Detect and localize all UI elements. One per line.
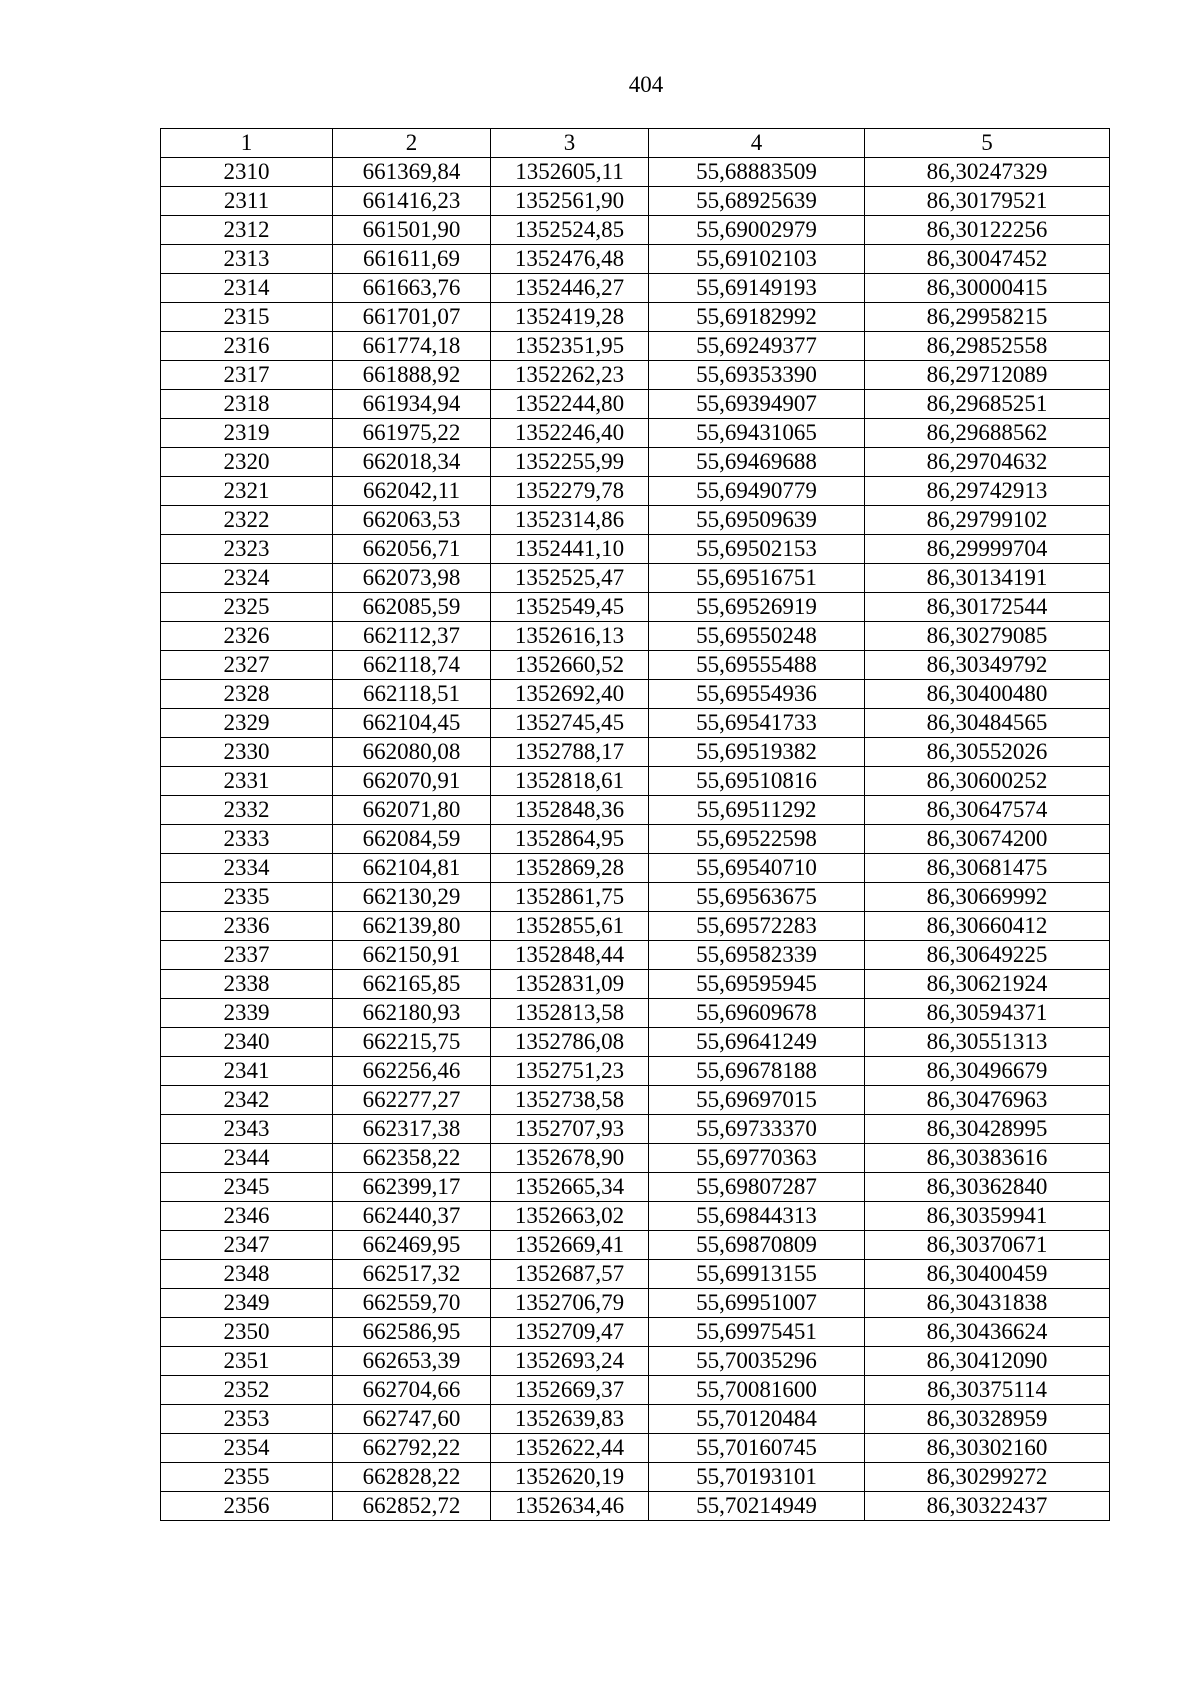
x-coordinate-cell: 662653,39 (333, 1347, 491, 1376)
table-header-row (161, 129, 1110, 158)
column-header: 2 (333, 129, 491, 158)
latitude-cell: 55,68925639 (649, 187, 865, 216)
longitude-cell: 86,30400480 (865, 680, 1110, 709)
point-number-cell: 2351 (161, 1347, 333, 1376)
point-number-cell: 2355 (161, 1463, 333, 1492)
table-row (161, 361, 1110, 390)
y-coordinate-cell: 1352751,23 (491, 1057, 649, 1086)
table-row (161, 419, 1110, 448)
point-number-cell: 2324 (161, 564, 333, 593)
x-coordinate-cell: 662085,59 (333, 593, 491, 622)
y-coordinate-cell: 1352525,47 (491, 564, 649, 593)
table-row (161, 1289, 1110, 1318)
longitude-cell: 86,30375114 (865, 1376, 1110, 1405)
point-number-cell: 2332 (161, 796, 333, 825)
point-number-cell: 2313 (161, 245, 333, 274)
point-number-cell: 2317 (161, 361, 333, 390)
point-number-cell: 2339 (161, 999, 333, 1028)
latitude-cell: 55,69509639 (649, 506, 865, 535)
latitude-cell: 55,69844313 (649, 1202, 865, 1231)
longitude-cell: 86,29852558 (865, 332, 1110, 361)
longitude-cell: 86,30649225 (865, 941, 1110, 970)
table-row (161, 796, 1110, 825)
longitude-cell: 86,30496679 (865, 1057, 1110, 1086)
table-row (161, 564, 1110, 593)
table-row (161, 274, 1110, 303)
y-coordinate-cell: 1352663,02 (491, 1202, 649, 1231)
latitude-cell: 55,69609678 (649, 999, 865, 1028)
latitude-cell: 55,69182992 (649, 303, 865, 332)
latitude-cell: 55,69572283 (649, 912, 865, 941)
table-row (161, 941, 1110, 970)
point-number-cell: 2311 (161, 187, 333, 216)
longitude-cell: 86,29712089 (865, 361, 1110, 390)
y-coordinate-cell: 1352660,52 (491, 651, 649, 680)
x-coordinate-cell: 662852,72 (333, 1492, 491, 1521)
x-coordinate-cell: 662042,11 (333, 477, 491, 506)
latitude-cell: 55,69595945 (649, 970, 865, 999)
point-number-cell: 2350 (161, 1318, 333, 1347)
y-coordinate-cell: 1352605,11 (491, 158, 649, 187)
latitude-cell: 55,69541733 (649, 709, 865, 738)
point-number-cell: 2335 (161, 883, 333, 912)
x-coordinate-cell: 662071,80 (333, 796, 491, 825)
longitude-cell: 86,30476963 (865, 1086, 1110, 1115)
table-row (161, 680, 1110, 709)
point-number-cell: 2353 (161, 1405, 333, 1434)
x-coordinate-cell: 661888,92 (333, 361, 491, 390)
y-coordinate-cell: 1352476,48 (491, 245, 649, 274)
x-coordinate-cell: 662118,74 (333, 651, 491, 680)
latitude-cell: 55,69002979 (649, 216, 865, 245)
y-coordinate-cell: 1352561,90 (491, 187, 649, 216)
y-coordinate-cell: 1352788,17 (491, 738, 649, 767)
latitude-cell: 55,69431065 (649, 419, 865, 448)
longitude-cell: 86,30400459 (865, 1260, 1110, 1289)
longitude-cell: 86,30359941 (865, 1202, 1110, 1231)
y-coordinate-cell: 1352419,28 (491, 303, 649, 332)
latitude-cell: 55,69870809 (649, 1231, 865, 1260)
y-coordinate-cell: 1352855,61 (491, 912, 649, 941)
point-number-cell: 2321 (161, 477, 333, 506)
longitude-cell: 86,30647574 (865, 796, 1110, 825)
y-coordinate-cell: 1352813,58 (491, 999, 649, 1028)
longitude-cell: 86,29999704 (865, 535, 1110, 564)
latitude-cell: 55,69394907 (649, 390, 865, 419)
table-row (161, 709, 1110, 738)
latitude-cell: 55,69522598 (649, 825, 865, 854)
x-coordinate-cell: 662399,17 (333, 1173, 491, 1202)
longitude-cell: 86,30600252 (865, 767, 1110, 796)
point-number-cell: 2325 (161, 593, 333, 622)
latitude-cell: 55,69733370 (649, 1115, 865, 1144)
longitude-cell: 86,30370671 (865, 1231, 1110, 1260)
x-coordinate-cell: 661416,23 (333, 187, 491, 216)
y-coordinate-cell: 1352786,08 (491, 1028, 649, 1057)
x-coordinate-cell: 662517,32 (333, 1260, 491, 1289)
x-coordinate-cell: 662559,70 (333, 1289, 491, 1318)
point-number-cell: 2322 (161, 506, 333, 535)
y-coordinate-cell: 1352869,28 (491, 854, 649, 883)
longitude-cell: 86,30328959 (865, 1405, 1110, 1434)
latitude-cell: 55,69770363 (649, 1144, 865, 1173)
table-row (161, 1086, 1110, 1115)
x-coordinate-cell: 661774,18 (333, 332, 491, 361)
x-coordinate-cell: 662084,59 (333, 825, 491, 854)
latitude-cell: 55,69975451 (649, 1318, 865, 1347)
point-number-cell: 2314 (161, 274, 333, 303)
point-number-cell: 2323 (161, 535, 333, 564)
latitude-cell: 55,69519382 (649, 738, 865, 767)
table-row (161, 1347, 1110, 1376)
longitude-cell: 86,30551313 (865, 1028, 1110, 1057)
y-coordinate-cell: 1352848,44 (491, 941, 649, 970)
latitude-cell: 55,70160745 (649, 1434, 865, 1463)
x-coordinate-cell: 661611,69 (333, 245, 491, 274)
table-row (161, 1202, 1110, 1231)
x-coordinate-cell: 662704,66 (333, 1376, 491, 1405)
table-row (161, 1173, 1110, 1202)
table-row (161, 1144, 1110, 1173)
longitude-cell: 86,30674200 (865, 825, 1110, 854)
table-row (161, 245, 1110, 274)
table-row (161, 187, 1110, 216)
longitude-cell: 86,30302160 (865, 1434, 1110, 1463)
table-row (161, 1260, 1110, 1289)
point-number-cell: 2337 (161, 941, 333, 970)
point-number-cell: 2347 (161, 1231, 333, 1260)
longitude-cell: 86,30299272 (865, 1463, 1110, 1492)
latitude-cell: 55,69582339 (649, 941, 865, 970)
longitude-cell: 86,30047452 (865, 245, 1110, 274)
point-number-cell: 2320 (161, 448, 333, 477)
point-number-cell: 2329 (161, 709, 333, 738)
x-coordinate-cell: 662150,91 (333, 941, 491, 970)
y-coordinate-cell: 1352524,85 (491, 216, 649, 245)
x-coordinate-cell: 662277,27 (333, 1086, 491, 1115)
point-number-cell: 2336 (161, 912, 333, 941)
y-coordinate-cell: 1352639,83 (491, 1405, 649, 1434)
longitude-cell: 86,29742913 (865, 477, 1110, 506)
point-number-cell: 2352 (161, 1376, 333, 1405)
x-coordinate-cell: 662317,38 (333, 1115, 491, 1144)
point-number-cell: 2315 (161, 303, 333, 332)
y-coordinate-cell: 1352669,41 (491, 1231, 649, 1260)
longitude-cell: 86,30436624 (865, 1318, 1110, 1347)
y-coordinate-cell: 1352616,13 (491, 622, 649, 651)
point-number-cell: 2356 (161, 1492, 333, 1521)
y-coordinate-cell: 1352678,90 (491, 1144, 649, 1173)
x-coordinate-cell: 662056,71 (333, 535, 491, 564)
y-coordinate-cell: 1352864,95 (491, 825, 649, 854)
page-number: 404 (628, 72, 664, 97)
table-row (161, 651, 1110, 680)
latitude-cell: 55,69555488 (649, 651, 865, 680)
point-number-cell: 2354 (161, 1434, 333, 1463)
y-coordinate-cell: 1352620,19 (491, 1463, 649, 1492)
point-number-cell: 2349 (161, 1289, 333, 1318)
x-coordinate-cell: 662792,22 (333, 1434, 491, 1463)
table-row (161, 1376, 1110, 1405)
y-coordinate-cell: 1352665,34 (491, 1173, 649, 1202)
table-row (161, 390, 1110, 419)
point-number-cell: 2342 (161, 1086, 333, 1115)
latitude-cell: 55,69697015 (649, 1086, 865, 1115)
longitude-cell: 86,30000415 (865, 274, 1110, 303)
x-coordinate-cell: 662018,34 (333, 448, 491, 477)
table-row (161, 854, 1110, 883)
longitude-cell: 86,30428995 (865, 1115, 1110, 1144)
longitude-cell: 86,30412090 (865, 1347, 1110, 1376)
column-header: 3 (491, 129, 649, 158)
table-row (161, 1463, 1110, 1492)
longitude-cell: 86,30484565 (865, 709, 1110, 738)
longitude-cell: 86,29958215 (865, 303, 1110, 332)
y-coordinate-cell: 1352745,45 (491, 709, 649, 738)
latitude-cell: 55,69554936 (649, 680, 865, 709)
longitude-cell: 86,30594371 (865, 999, 1110, 1028)
x-coordinate-cell: 662256,46 (333, 1057, 491, 1086)
table-row (161, 1318, 1110, 1347)
latitude-cell: 55,69540710 (649, 854, 865, 883)
point-number-cell: 2344 (161, 1144, 333, 1173)
x-coordinate-cell: 662139,80 (333, 912, 491, 941)
longitude-cell: 86,30179521 (865, 187, 1110, 216)
y-coordinate-cell: 1352549,45 (491, 593, 649, 622)
table-row (161, 535, 1110, 564)
x-coordinate-cell: 662104,45 (333, 709, 491, 738)
point-number-cell: 2331 (161, 767, 333, 796)
latitude-cell: 55,70214949 (649, 1492, 865, 1521)
longitude-cell: 86,29685251 (865, 390, 1110, 419)
x-coordinate-cell: 662104,81 (333, 854, 491, 883)
column-header: 5 (865, 129, 1110, 158)
longitude-cell: 86,30660412 (865, 912, 1110, 941)
table-row (161, 622, 1110, 651)
longitude-cell: 86,30621924 (865, 970, 1110, 999)
table-row (161, 1405, 1110, 1434)
point-number-cell: 2334 (161, 854, 333, 883)
latitude-cell: 55,69678188 (649, 1057, 865, 1086)
x-coordinate-cell: 662165,85 (333, 970, 491, 999)
x-coordinate-cell: 661934,94 (333, 390, 491, 419)
table-row (161, 883, 1110, 912)
point-number-cell: 2318 (161, 390, 333, 419)
table-row (161, 1057, 1110, 1086)
point-number-cell: 2328 (161, 680, 333, 709)
latitude-cell: 55,69149193 (649, 274, 865, 303)
latitude-cell: 55,69102103 (649, 245, 865, 274)
point-number-cell: 2312 (161, 216, 333, 245)
x-coordinate-cell: 662080,08 (333, 738, 491, 767)
y-coordinate-cell: 1352441,10 (491, 535, 649, 564)
longitude-cell: 86,30552026 (865, 738, 1110, 767)
table-row (161, 912, 1110, 941)
x-coordinate-cell: 662215,75 (333, 1028, 491, 1057)
y-coordinate-cell: 1352634,46 (491, 1492, 649, 1521)
y-coordinate-cell: 1352707,93 (491, 1115, 649, 1144)
table-row (161, 970, 1110, 999)
latitude-cell: 55,69511292 (649, 796, 865, 825)
y-coordinate-cell: 1352861,75 (491, 883, 649, 912)
latitude-cell: 55,69807287 (649, 1173, 865, 1202)
longitude-cell: 86,30122256 (865, 216, 1110, 245)
point-number-cell: 2310 (161, 158, 333, 187)
column-header: 4 (649, 129, 865, 158)
x-coordinate-cell: 662747,60 (333, 1405, 491, 1434)
x-coordinate-cell: 661975,22 (333, 419, 491, 448)
longitude-cell: 86,29704632 (865, 448, 1110, 477)
table-row (161, 332, 1110, 361)
column-header: 1 (161, 129, 333, 158)
latitude-cell: 55,69249377 (649, 332, 865, 361)
table-row (161, 448, 1110, 477)
table-row (161, 1231, 1110, 1260)
latitude-cell: 55,69550248 (649, 622, 865, 651)
point-number-cell: 2341 (161, 1057, 333, 1086)
table-row (161, 593, 1110, 622)
latitude-cell: 55,70035296 (649, 1347, 865, 1376)
y-coordinate-cell: 1352738,58 (491, 1086, 649, 1115)
y-coordinate-cell: 1352693,24 (491, 1347, 649, 1376)
y-coordinate-cell: 1352314,86 (491, 506, 649, 535)
point-number-cell: 2343 (161, 1115, 333, 1144)
point-number-cell: 2345 (161, 1173, 333, 1202)
x-coordinate-cell: 662130,29 (333, 883, 491, 912)
table-row (161, 477, 1110, 506)
latitude-cell: 55,69563675 (649, 883, 865, 912)
x-coordinate-cell: 662828,22 (333, 1463, 491, 1492)
point-number-cell: 2340 (161, 1028, 333, 1057)
latitude-cell: 55,69353390 (649, 361, 865, 390)
point-number-cell: 2327 (161, 651, 333, 680)
longitude-cell: 86,30322437 (865, 1492, 1110, 1521)
latitude-cell: 55,69913155 (649, 1260, 865, 1289)
latitude-cell: 55,69469688 (649, 448, 865, 477)
longitude-cell: 86,29799102 (865, 506, 1110, 535)
y-coordinate-cell: 1352687,57 (491, 1260, 649, 1289)
table-row (161, 158, 1110, 187)
longitude-cell: 86,30172544 (865, 593, 1110, 622)
longitude-cell: 86,30681475 (865, 854, 1110, 883)
longitude-cell: 86,30349792 (865, 651, 1110, 680)
table-body (161, 158, 1110, 1521)
point-number-cell: 2316 (161, 332, 333, 361)
latitude-cell: 55,69510816 (649, 767, 865, 796)
x-coordinate-cell: 661501,90 (333, 216, 491, 245)
x-coordinate-cell: 661663,76 (333, 274, 491, 303)
latitude-cell: 55,69951007 (649, 1289, 865, 1318)
table-row (161, 738, 1110, 767)
y-coordinate-cell: 1352446,27 (491, 274, 649, 303)
longitude-cell: 86,30279085 (865, 622, 1110, 651)
point-number-cell: 2326 (161, 622, 333, 651)
x-coordinate-cell: 662112,37 (333, 622, 491, 651)
x-coordinate-cell: 662180,93 (333, 999, 491, 1028)
y-coordinate-cell: 1352706,79 (491, 1289, 649, 1318)
y-coordinate-cell: 1352244,80 (491, 390, 649, 419)
latitude-cell: 55,70120484 (649, 1405, 865, 1434)
coordinates-table (160, 128, 1110, 1521)
y-coordinate-cell: 1352246,40 (491, 419, 649, 448)
y-coordinate-cell: 1352669,37 (491, 1376, 649, 1405)
longitude-cell: 86,30669992 (865, 883, 1110, 912)
x-coordinate-cell: 662118,51 (333, 680, 491, 709)
table-row (161, 1492, 1110, 1521)
x-coordinate-cell: 662440,37 (333, 1202, 491, 1231)
latitude-cell: 55,69641249 (649, 1028, 865, 1057)
y-coordinate-cell: 1352622,44 (491, 1434, 649, 1463)
y-coordinate-cell: 1352831,09 (491, 970, 649, 999)
point-number-cell: 2333 (161, 825, 333, 854)
latitude-cell: 55,70081600 (649, 1376, 865, 1405)
point-number-cell: 2319 (161, 419, 333, 448)
latitude-cell: 55,69490779 (649, 477, 865, 506)
x-coordinate-cell: 662469,95 (333, 1231, 491, 1260)
point-number-cell: 2346 (161, 1202, 333, 1231)
x-coordinate-cell: 662586,95 (333, 1318, 491, 1347)
y-coordinate-cell: 1352255,99 (491, 448, 649, 477)
x-coordinate-cell: 662073,98 (333, 564, 491, 593)
latitude-cell: 55,68883509 (649, 158, 865, 187)
table-row (161, 825, 1110, 854)
y-coordinate-cell: 1352848,36 (491, 796, 649, 825)
table-row (161, 1115, 1110, 1144)
x-coordinate-cell: 662070,91 (333, 767, 491, 796)
table-row (161, 999, 1110, 1028)
x-coordinate-cell: 662063,53 (333, 506, 491, 535)
latitude-cell: 55,69526919 (649, 593, 865, 622)
longitude-cell: 86,29688562 (865, 419, 1110, 448)
y-coordinate-cell: 1352262,23 (491, 361, 649, 390)
x-coordinate-cell: 661701,07 (333, 303, 491, 332)
longitude-cell: 86,30431838 (865, 1289, 1110, 1318)
longitude-cell: 86,30362840 (865, 1173, 1110, 1202)
table-row (161, 1028, 1110, 1057)
table-row (161, 303, 1110, 332)
latitude-cell: 55,69516751 (649, 564, 865, 593)
table-row (161, 216, 1110, 245)
longitude-cell: 86,30134191 (865, 564, 1110, 593)
latitude-cell: 55,70193101 (649, 1463, 865, 1492)
longitude-cell: 86,30383616 (865, 1144, 1110, 1173)
y-coordinate-cell: 1352818,61 (491, 767, 649, 796)
table-row (161, 767, 1110, 796)
y-coordinate-cell: 1352351,95 (491, 332, 649, 361)
x-coordinate-cell: 661369,84 (333, 158, 491, 187)
latitude-cell: 55,69502153 (649, 535, 865, 564)
y-coordinate-cell: 1352709,47 (491, 1318, 649, 1347)
y-coordinate-cell: 1352279,78 (491, 477, 649, 506)
y-coordinate-cell: 1352692,40 (491, 680, 649, 709)
x-coordinate-cell: 662358,22 (333, 1144, 491, 1173)
point-number-cell: 2338 (161, 970, 333, 999)
table-row (161, 1434, 1110, 1463)
point-number-cell: 2330 (161, 738, 333, 767)
longitude-cell: 86,30247329 (865, 158, 1110, 187)
point-number-cell: 2348 (161, 1260, 333, 1289)
table-row (161, 506, 1110, 535)
